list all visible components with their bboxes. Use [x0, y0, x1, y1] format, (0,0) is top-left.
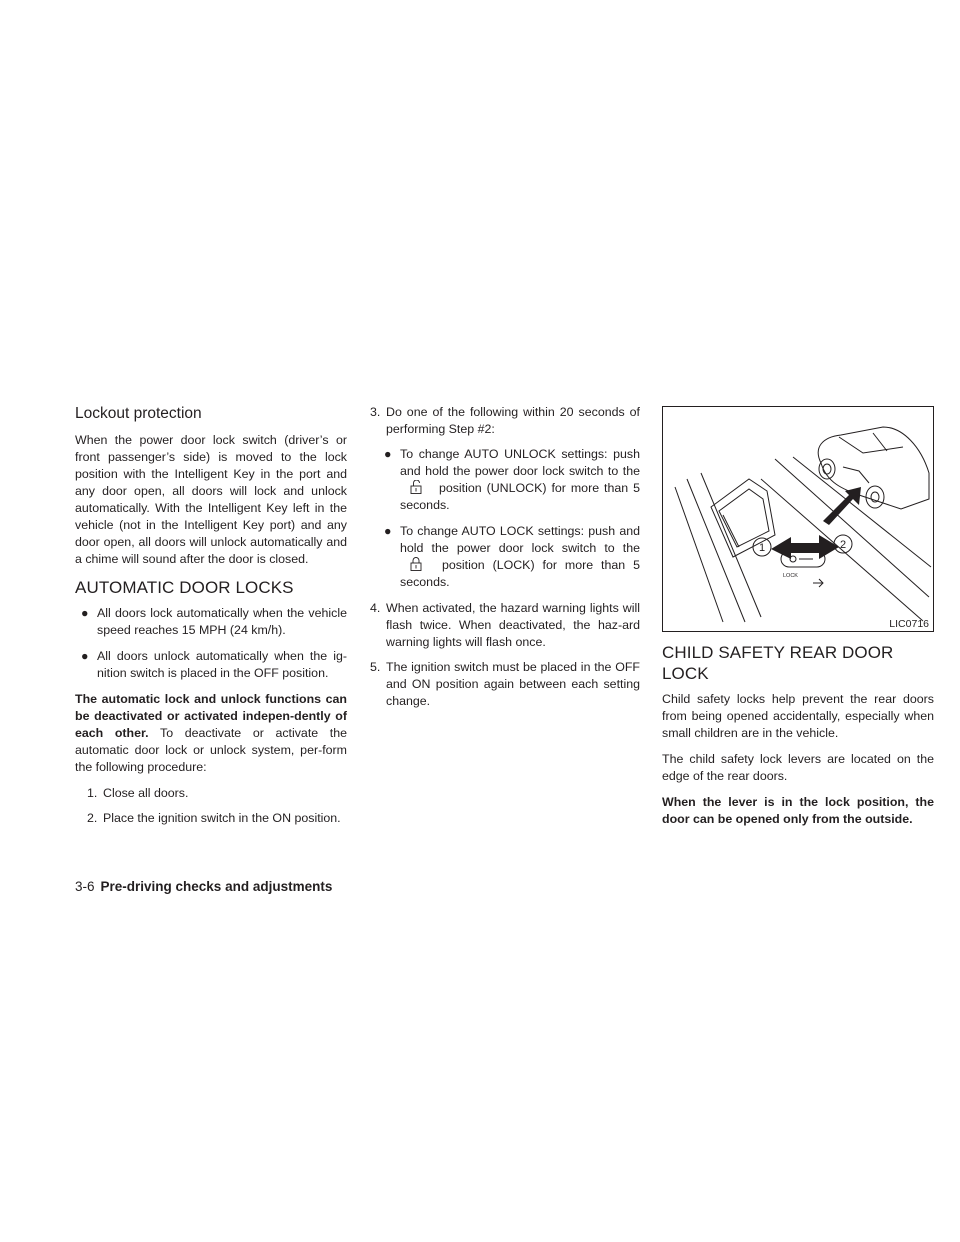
step-number: 3.: [370, 405, 381, 419]
child-lock-p2: The child safety lock levers are located on the edge of the rear doors.: [662, 752, 934, 783]
step-item: [370, 404, 640, 438]
sub-item-text-after: position (UNLOCK) for more than 5 seconds.: [400, 481, 640, 512]
figure-label-1: 1: [758, 542, 766, 554]
step-text: When activated, the hazard warning lights will flash twice. When deactivated, the haz-ard warning lights will flash once.: [386, 601, 640, 649]
figure-id: LIC0716: [889, 618, 929, 630]
sub-item-text-before: To change AUTO LOCK settings: push and hold the power door lock switch to the: [400, 524, 640, 555]
child-lock-figure: [662, 406, 934, 632]
lockout-body: When the power door lock switch (driver’s or front passenger’s side) is moved to the lock position with the Intelligent Key in the port and any door open, all doors will lock and unlock automatically. With the Intelligent Key left in the vehicle (not in the Intelligent Key port) and any door open, all doors will unlock automatically and a chime will sound after the door is closed.: [75, 433, 347, 566]
bullet-text: All doors unlock automatically when the ig-nition switch is placed in the OFF position.: [97, 649, 347, 680]
step-text: Close all doors.: [103, 786, 189, 800]
bullet-icon: ●: [81, 649, 89, 663]
section-title: Pre-driving checks and adjustments: [100, 879, 333, 894]
child-lock-p3: [662, 794, 934, 828]
step-text: The ignition switch must be placed in the OFF and ON position again between each setting change.: [386, 660, 640, 708]
step-number: 5.: [370, 660, 381, 674]
column-middle: [370, 404, 640, 718]
bullet-icon: ●: [384, 524, 392, 538]
step-number: 4.: [370, 601, 381, 615]
lock-icon: [400, 557, 434, 571]
auto-locks-heading: AUTOMATIC DOOR LOCKS: [75, 578, 294, 597]
step-number: 1.: [87, 786, 98, 800]
page-number: 3-6: [75, 879, 95, 894]
procedure-intro-rest: To deactivate or activate the automatic door lock or unlock system, per-form the following procedure:: [75, 726, 347, 774]
child-lock-heading: CHILD SAFETY REAR DOOR LOCK: [662, 643, 894, 683]
procedure-intro-bold: The automatic lock and unlock functions can be deactivated or activated indepen-dently of each other.: [75, 692, 347, 740]
bullet-text: All doors lock automatically when the vehicle speed reaches 15 MPH (24 km/h).: [97, 606, 347, 637]
step-number: 2.: [87, 811, 98, 825]
lockout-heading: Lockout protection: [75, 405, 202, 422]
procedure-intro: [75, 691, 347, 776]
sub-item-text-after: position (LOCK) for more than 5 seconds.: [400, 558, 640, 589]
child-lock-p1: Child safety locks help prevent the rear doors from being opened accidentally, especially when small children are in the vehicle.: [662, 692, 934, 740]
child-lock-p3-bold: When the lever is in the lock position, the door can be opened only from the outside.: [662, 795, 934, 826]
sub-item-unlock: [370, 446, 640, 514]
child-lock-illustration: [663, 407, 933, 631]
page-footer: [75, 879, 332, 895]
step-item: [370, 659, 640, 710]
step-item: [87, 810, 347, 827]
step-text: Place the ignition switch in the ON position.: [103, 811, 341, 825]
sub-item-text-before: To change AUTO UNLOCK settings: push and hold the power door lock switch to the: [400, 447, 640, 478]
column-left: [75, 404, 347, 835]
bullet-item: [75, 605, 347, 639]
step-item: [370, 600, 640, 651]
step-text: Do one of the following within 20 seconds of performing Step #2:: [386, 405, 640, 436]
figure-label-2: 2: [839, 539, 847, 551]
bullet-icon: ●: [384, 447, 392, 461]
bullet-icon: ●: [81, 606, 89, 620]
step-item: [87, 785, 347, 802]
figure-lock-text: LOCK: [783, 573, 798, 579]
bullet-item: [75, 648, 347, 682]
sub-item-lock: [370, 523, 640, 591]
unlock-icon: [400, 480, 434, 494]
column-right: [662, 406, 934, 837]
